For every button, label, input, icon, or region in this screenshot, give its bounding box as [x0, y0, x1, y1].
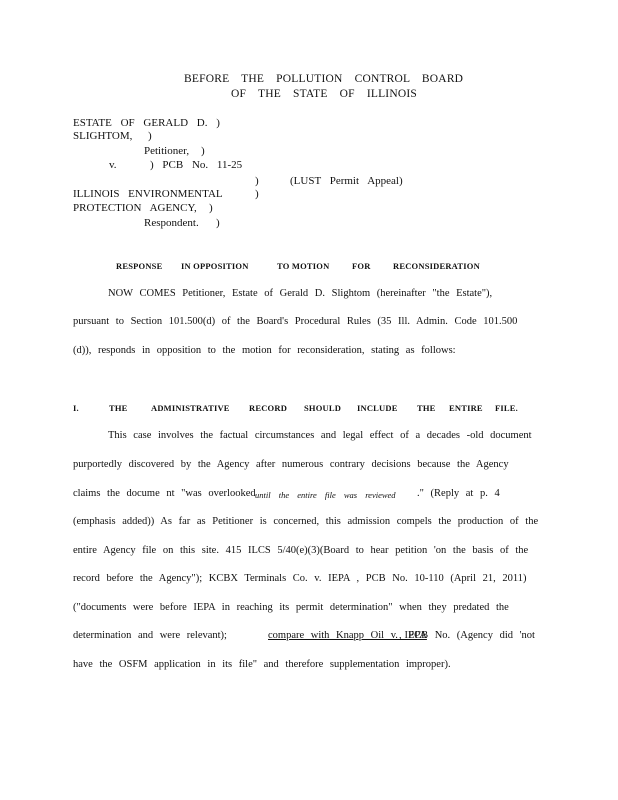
doc-title-word: IN OPPOSITION [181, 261, 249, 271]
section-heading-word: INCLUDE [357, 403, 398, 413]
section-heading-word: ENTIRE [449, 403, 483, 413]
body-line: ." (Reply at p. 4 [417, 488, 500, 499]
caption-paren: ) [209, 202, 213, 214]
body-line: , PCB No. (Agency did 'not [399, 630, 535, 641]
body-line: record before the Agency"); KCBX Terminals Co. v. IEPA , PCB No. 10-110 (April 21, 2011) [73, 573, 527, 584]
caption-paren: ) [255, 188, 259, 200]
body-line: have the OSFM application in its file" and therefore supplementation improper). [73, 659, 451, 670]
section-heading-word: THE [109, 403, 128, 413]
doc-title-word: RESPONSE [116, 261, 163, 271]
section-heading-word: THE [417, 403, 436, 413]
caption-paren: ) [216, 217, 220, 229]
caption-petitioner: Petitioner, [144, 145, 190, 157]
doc-title-word: FOR [352, 261, 371, 271]
section-heading-word: RECORD [249, 403, 288, 413]
intro-line: (d)), responds in opposition to the motion for reconsideration, stating as follows: [73, 345, 456, 356]
section-heading-word: ADMINISTRATIVE [151, 403, 230, 413]
section-heading-word: SHOULD [304, 403, 342, 413]
body-line: entire Agency file on this site. 415 ILCS 5/40(e)(3)(Board to hear petition 'on the basis of the [73, 545, 529, 556]
caption-pcb-number: ) PCB No. 11-25 [150, 159, 243, 171]
emphasized-phrase: until the entire file was reviewed [255, 490, 396, 500]
caption-respondent: Respondent. [144, 217, 199, 229]
caption-lust-permit-appeal: (LUST Permit Appeal) [290, 175, 403, 187]
body-line: determination and were relevant); [73, 630, 227, 641]
body-line: purportedly discovered by the Agency after numerous contrary decisions because the Agency [73, 459, 509, 470]
caption-iepa-line2: PROTECTION AGENCY, [73, 202, 197, 214]
caption-iepa-line1: ILLINOIS ENVIRONMENTAL [73, 188, 223, 200]
caption-paren: ) [148, 130, 152, 142]
case-citation-link: compare with Knapp Oil v. IEPA [268, 630, 427, 641]
caption-paren: ) [201, 145, 205, 157]
caption-estate-line2: SLIGHTOM, [73, 130, 133, 142]
caption-paren: ) [255, 175, 259, 187]
body-line: claims the docume nt "was overlooked [73, 488, 256, 499]
caption-estate-line1: ESTATE OF GERALD D. ) [73, 117, 220, 129]
body-line: ("documents were before IEPA in reaching its permit determination" when they predated the [73, 602, 509, 613]
caption-versus: v. [109, 159, 117, 171]
intro-line: pursuant to Section 101.500(d) of the Board's Procedural Rules (35 Ill. Admin. Code 101.500 [73, 316, 518, 327]
section-heading-word: FILE. [495, 403, 518, 413]
body-line: (emphasis added)) As far as Petitioner is concerned, this admission compels the production of the [73, 516, 539, 527]
intro-line: NOW COMES Petitioner, Estate of Gerald D. Slightom (hereinafter "the Estate"), [108, 288, 493, 299]
body-line: This case involves the factual circumstances and legal effect of a decades -old document [108, 430, 532, 441]
doc-title-word: TO MOTION [277, 261, 330, 271]
doc-title-word: RECONSIDERATION [393, 261, 480, 271]
section-number: I. [73, 403, 79, 413]
board-title-line1: BEFORE THE POLLUTION CONTROL BOARD [184, 73, 464, 85]
board-title-line2: OF THE STATE OF ILLINOIS [231, 88, 417, 100]
